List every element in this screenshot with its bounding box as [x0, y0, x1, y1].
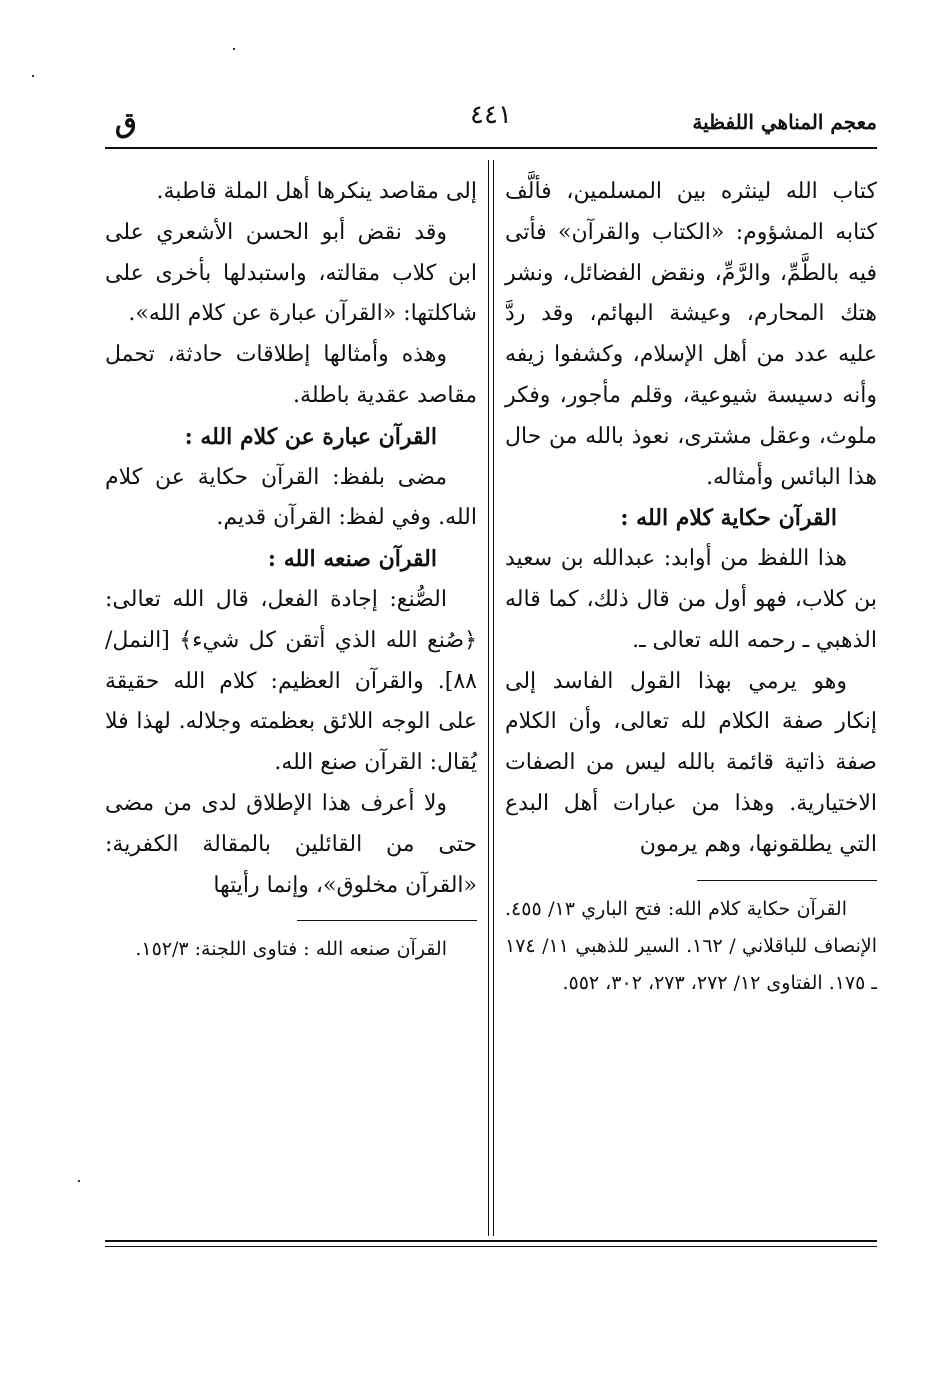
entry-heading: القرآن حكاية كلام الله : — [620, 505, 837, 532]
entry-heading: القرآن صنعه الله : — [267, 546, 437, 573]
paragraph: الصُّنع: إجادة الفعل، قال الله تعالى: ﴿صُنع الله الذي أتقن كل شيء﴾ [النمل/٨٨]. والقرآن العظيم: كلام الله حقيقة على الوجه اللائق بعظمته وجلاله. لهذا فلا يُقال: القرآن صنع الله. — [105, 586, 477, 776]
footnote-rule — [697, 880, 877, 881]
page-number: ٤٤١ — [470, 100, 512, 130]
book-title: معجم المناهي اللفظية — [692, 110, 877, 134]
footnote: القرآن حكاية كلام الله: فتح الباري ١٣/ ٤٥٥. الإنصاف للباقلاني / ١٦٢. السير للذهبي ١١/ ١٧٤ ـ ١٧٥. الفتاوى ١٢/ ٢٧٢، ٢٧٣، ٣٠٢، ٥٥٢. — [505, 897, 877, 994]
section-letter: ق — [115, 106, 137, 139]
paragraph: إلى مقاصد ينكرها أهل الملة قاطبة. — [156, 179, 477, 204]
column-divider — [488, 160, 489, 1236]
footer-rule — [105, 1240, 877, 1242]
scan-speck — [78, 1180, 80, 1182]
left-column — [105, 172, 477, 968]
paragraph: وقد نقض أبو الحسن الأشعري على ابن كلاب مقالته، واستبدلها بأخرى على شاكلتها: «القرآن عبارة عن كلام الله». — [105, 219, 477, 327]
paragraph: كتاب الله لينثره بين المسلمين، فألَّف كتابه المشؤوم: «الكتاب والقرآن» فأتى فيه بالطَّمِّ، والرَّمِّ، ونقض الفضائل، ونشر هتك المحارم، وعيشة البهائم، وقد ردَّ عليه عدد من أهل الإسلام، وكشفوا زيفه وأنه دسيسة شيوعية، وقلم مأجور، وفكر ملوث، وعقل مشترى، نعوذ بالله من حال هذا البائس وأمثاله. — [505, 179, 877, 490]
paragraph: وهذه وأمثالها إطلاقات حادثة، تحمل مقاصد عقدية باطلة. — [105, 342, 477, 408]
footnote-rule — [297, 920, 477, 921]
paragraph: ولا أعرف هذا الإطلاق لدى من مضى حتى من القائلين بالمقالة الكفرية: «القرآن مخلوق»، وإنما رأيتها — [105, 790, 477, 898]
paragraph: هذا اللفظ من أوابد: عبدالله بن سعيد بن كلاب، فهو أول من قال ذلك، كما قاله الذهبي ـ رحمه الله تعالى ـ. — [505, 546, 877, 653]
paragraph: مضى بلفظ: القرآن حكاية عن كلام الله. وفي لفظ: القرآن قديم. — [105, 464, 477, 531]
scan-speck — [32, 75, 34, 77]
entry-heading: القرآن عبارة عن كلام الله : — [184, 423, 437, 450]
scan-speck — [233, 48, 235, 50]
right-column — [505, 172, 877, 1002]
column-divider — [493, 160, 494, 1236]
footer-rule — [105, 1246, 877, 1247]
footnote: القرآن صنعه الله : فتاوى اللجنة: ١٥٢/٣. — [135, 938, 447, 961]
page-header — [105, 100, 877, 144]
header-rule — [105, 147, 877, 149]
paragraph: وهو يرمي بهذا القول الفاسد إلى إنكار صفة الكلام لله تعالى، وأن الكلام صفة ذاتية قائمة بالله ليس من الصفات الاختيارية. وهذا من عبارات أهل البدع التي يطلقونها، وهم يرمون — [505, 668, 877, 857]
